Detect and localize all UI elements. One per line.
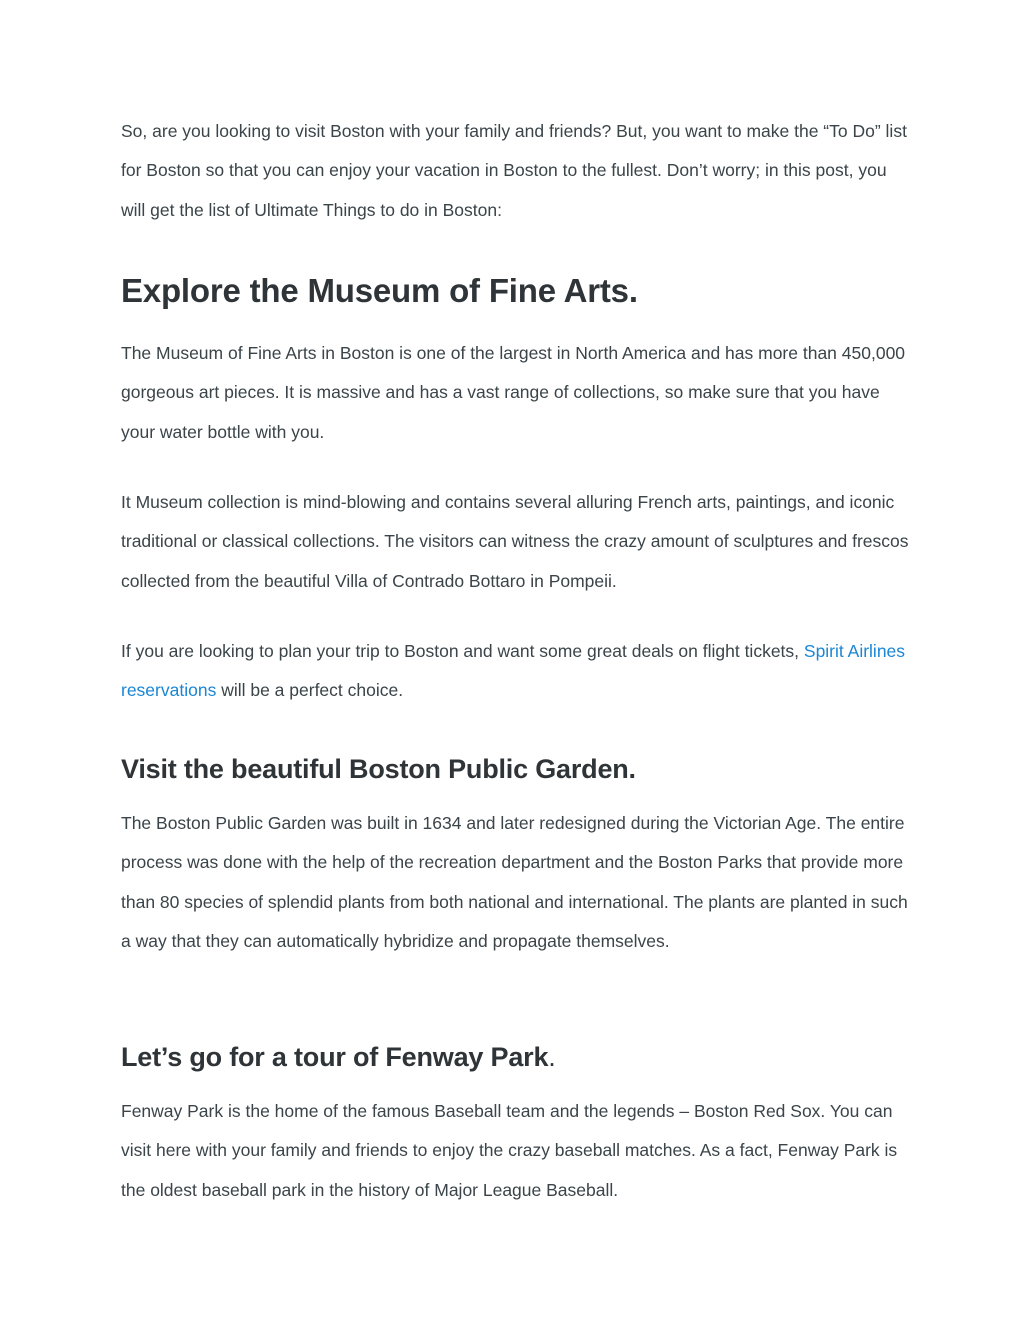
fenway-heading	[121, 1040, 556, 1074]
museum-paragraph-1: The Museum of Fine Arts in Boston is one of the largest in North America and has more than 450,000 gorgeous art pieces. It is massive and has a vast range of collections, so make sure that you have your water bottle with you.	[121, 343, 906, 442]
garden-heading: Visit the beautiful Boston Public Garden.	[121, 754, 636, 784]
museum-paragraph-3	[121, 632, 911, 711]
garden-paragraph: The Boston Public Garden was built in 1634 and later redesigned during the Victorian Age. The entire process was done with the help of the recreation department and the Boston Parks that provide more than 80 species of splendid plants from both national and international. The plants are planted in such a way that they can automatically hybridize and propagate themselves.	[121, 813, 908, 951]
fenway-heading-period: .	[548, 1042, 556, 1072]
fenway-paragraph: Fenway Park is the home of the famous Baseball team and the legends – Boston Red Sox. You can visit here with your family and friends to enjoy the crazy baseball matches. As a fact, Fenway Park is the oldest baseball park in the history of Major League Baseball.	[121, 1101, 898, 1200]
spirit-airlines-link[interactable]: Spirit Airlines reservations	[121, 641, 906, 701]
fenway-heading-text: Let’s go for a tour of Fenway Park	[121, 1042, 549, 1072]
museum-p3-text-after: will be a perfect choice.	[216, 680, 404, 701]
museum-paragraph-2: It Museum collection is mind-blowing and contains several alluring French arts, paintings, and iconic traditional or classical collections. The visitors can witness the crazy amount of sculptures and frescos collected from the beautiful Villa of Contrado Bottaro in Pompeii.	[121, 492, 909, 591]
museum-heading: Explore the Museum of Fine Arts.	[121, 272, 638, 309]
museum-p3-text-before: If you are looking to plan your trip to Boston and want some great deals on flight tickets,	[121, 641, 804, 661]
intro-paragraph: So, are you looking to visit Boston with your family and friends? But, you want to make the “To Do” list for Boston so that you can enjoy your vacation in Boston to the fullest. Don’t worry; in this post, you will get the list of Ultimate Things to do in Boston:	[121, 121, 907, 220]
